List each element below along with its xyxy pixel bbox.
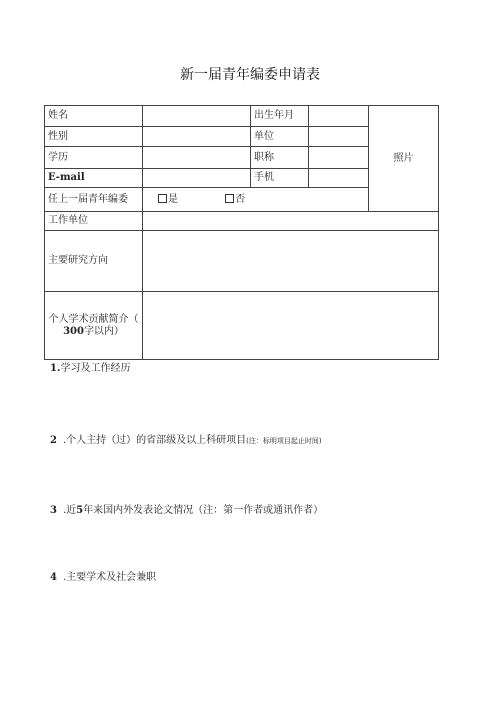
prev-editor-options bbox=[143, 188, 369, 212]
section-2-heading bbox=[50, 431, 322, 446]
yes-option[interactable] bbox=[158, 194, 178, 205]
no-option[interactable] bbox=[225, 194, 245, 205]
no-label: 否 bbox=[235, 193, 246, 205]
yes-checkbox[interactable] bbox=[158, 194, 167, 203]
application-form-table bbox=[44, 105, 439, 360]
education-field[interactable] bbox=[143, 147, 251, 169]
photo-label: 照片 bbox=[393, 152, 414, 164]
section-1-number: 1. bbox=[50, 363, 61, 374]
birth-field[interactable] bbox=[309, 106, 369, 127]
contribution-line1: 个人学术贡献简介（ bbox=[48, 313, 139, 325]
section-1-text: 学习及工作经历 bbox=[60, 363, 131, 374]
page-title: 新一届青年编委申请表 bbox=[180, 67, 320, 83]
unit-field[interactable] bbox=[309, 127, 369, 147]
section-3-number: 3 bbox=[50, 505, 57, 516]
email-label: E-mail bbox=[45, 169, 143, 188]
title-field[interactable] bbox=[309, 147, 369, 169]
contribution-number: 300 bbox=[63, 325, 84, 337]
section-3-heading bbox=[50, 501, 323, 516]
phone-field[interactable] bbox=[309, 169, 369, 188]
work-unit-field[interactable] bbox=[143, 212, 439, 231]
section-2-number: 2 bbox=[50, 435, 57, 446]
section-3-text-b: 年来国内外发表论文情况（注：第一作者或通讯作者） bbox=[83, 505, 324, 516]
research-field[interactable] bbox=[143, 231, 439, 292]
title-label: 职称 bbox=[251, 147, 309, 169]
section-3-five: 5 bbox=[76, 505, 84, 516]
contribution-label bbox=[45, 292, 143, 360]
contribution-field[interactable] bbox=[143, 292, 439, 360]
prev-editor-label: 任上一届青年编委 bbox=[45, 188, 143, 212]
gender-label: 性别 bbox=[45, 127, 143, 147]
phone-label: 手机 bbox=[251, 169, 309, 188]
gender-field[interactable] bbox=[143, 127, 251, 147]
section-4-number: 4 bbox=[50, 572, 57, 583]
yes-label: 是 bbox=[168, 193, 178, 205]
name-label: 姓名 bbox=[45, 106, 143, 127]
section-2-text: .个人主持（过）的省部级及以上科研项目 bbox=[62, 435, 247, 446]
email-field[interactable] bbox=[143, 169, 251, 188]
photo-cell[interactable] bbox=[369, 106, 439, 212]
section-4-heading bbox=[50, 568, 156, 583]
contribution-line2: 字以内） bbox=[83, 325, 124, 337]
section-1-heading bbox=[50, 359, 130, 374]
birth-label: 出生年月 bbox=[251, 106, 309, 127]
name-field[interactable] bbox=[143, 106, 251, 127]
no-checkbox[interactable] bbox=[225, 194, 234, 203]
unit-label: 单位 bbox=[251, 127, 309, 147]
section-3-text-a: .近 bbox=[62, 505, 77, 516]
research-label: 主要研究方向 bbox=[45, 231, 143, 292]
education-label: 学历 bbox=[45, 147, 143, 169]
section-2-note: (注：标明项目起止时间) bbox=[246, 437, 322, 445]
work-unit-label: 工作单位 bbox=[45, 212, 143, 231]
section-4-text: .主要学术及社会兼职 bbox=[62, 572, 157, 583]
